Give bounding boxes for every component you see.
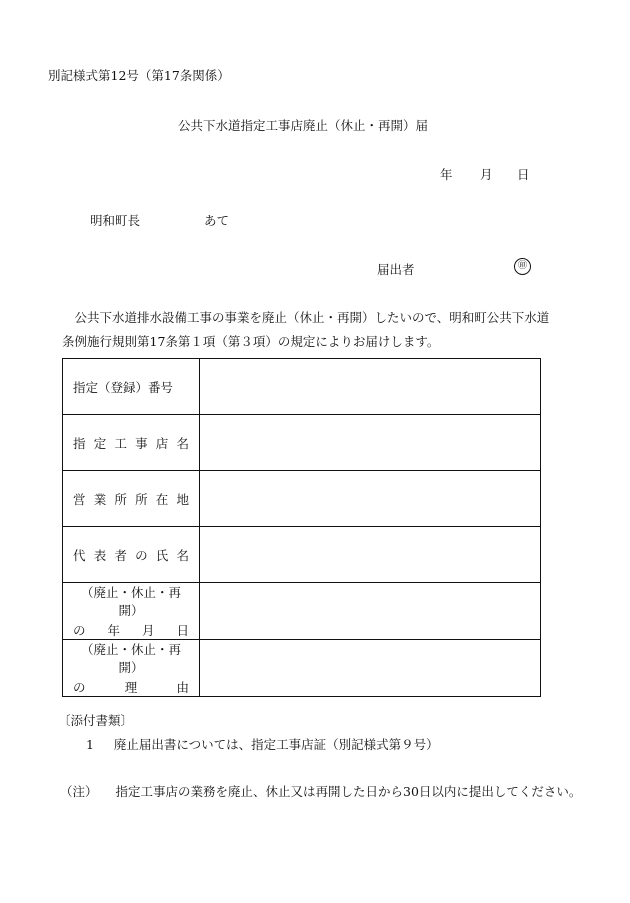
note-label: （注） — [60, 784, 98, 799]
date-year-label: 年 — [440, 167, 453, 182]
note-text: 指定工事店の業務を廃止、休止又は再開した日から30日以内に提出してください。 — [115, 784, 582, 799]
label-date: （廃止・休止・再開） の 年 月 日 — [63, 583, 200, 640]
date-month-label: 月 — [480, 167, 493, 182]
note — [60, 782, 581, 800]
addressee-suffix: あて — [204, 213, 230, 228]
body-paragraph: 公共下水道排水設備工事の事業を廃止（休止・再開）したいので、明和町公共下水道条例施行規則第17条第１項（第３項）の規定によりお届けします。 — [62, 310, 550, 349]
applicant-label: 届出者 — [377, 262, 415, 277]
info-table — [62, 358, 541, 697]
table-row — [63, 471, 541, 527]
attachment-item — [86, 735, 439, 753]
attachments-heading: 〔添付書類〕 — [58, 713, 134, 728]
label-contractor-name: 指 定 工 事 店 名 — [63, 415, 200, 471]
document-title: 公共下水道指定工事店廃止（休止・再開）届 — [178, 118, 429, 133]
attachment-number: 1 — [86, 737, 94, 752]
table-row — [63, 527, 541, 583]
date-day-label: 日 — [517, 167, 530, 182]
value-representative-name[interactable] — [200, 527, 541, 583]
form-number: 別記様式第12号（第17条関係） — [48, 68, 230, 83]
label-representative-name: 代 表 者 の 氏 名 — [63, 527, 200, 583]
label-registration-number — [63, 359, 200, 415]
value-reason[interactable] — [200, 640, 541, 697]
label-text: 指定（登録）番号 — [73, 379, 174, 395]
label-office-address: 営 業 所 所 在 地 — [63, 471, 200, 527]
value-contractor-name[interactable] — [200, 415, 541, 471]
addressee-name: 明和町長 — [90, 213, 141, 228]
seal-icon: ㊞ — [514, 258, 531, 275]
value-registration-number[interactable] — [200, 359, 541, 415]
table-row — [63, 583, 541, 640]
table-row — [63, 415, 541, 471]
value-date[interactable] — [200, 583, 541, 640]
table-row — [63, 640, 541, 697]
attachment-text: 廃止届出書については、指定工事店証（別記様式第９号） — [113, 737, 439, 752]
label-reason: （廃止・休止・再開） の 理 由 — [63, 640, 200, 697]
value-office-address[interactable] — [200, 471, 541, 527]
table-row — [63, 359, 541, 415]
